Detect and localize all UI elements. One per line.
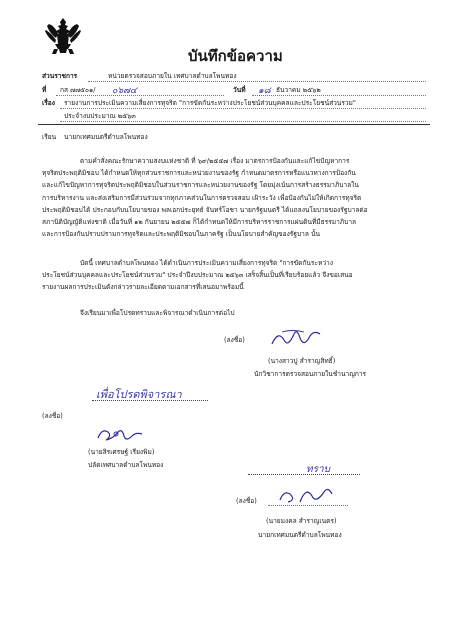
salutation-label: เรียน <box>42 133 57 141</box>
para2-line: บัดนี้ เทศบาลตำบลโพนทอง ได้ดำเนินการประเมินความเสี่ยงการทุจริต "การขัดกันระหว่าง <box>80 259 333 267</box>
para1-line: ตามคำสั่งคณะรักษาความสงบแห่งชาติ ที่ ๖๙/๒๕๕๗ เรื่อง มาตรการป้องกันและแก้ไขปัญหาการ <box>80 157 350 165</box>
signer3-name: (นายมงคล สำราญเนตร) <box>266 517 337 525</box>
agency-label: ส่วนราชการ <box>42 72 78 80</box>
signer1-position: นักวิชาการตรวจสอบภายในชำนาญการ <box>254 370 367 378</box>
para1-line: การบริหารงาน และส่งเสริมการมีส่วนร่วมจากทุกภาคส่วนในการตรวจสอบ เฝ้าระวัง เพื่อป้องกันไม่ให้เกิดการทุจริต <box>42 193 362 202</box>
doc-number-value: กส ๗๗๕๐๑/ <box>60 86 96 94</box>
agency-value: หน่วยตรวจสอบภายใน เทศบาลตำบลโพนทอง <box>108 72 237 80</box>
signer2-sign-label: (ลงชื่อ) <box>42 412 63 420</box>
subject-line-2: ประจำงบประมาณ ๒๕๖๓ <box>64 112 136 120</box>
body-paragraph-3: จึงเรียนมาเพื่อโปรดทราบและพิจารณาดำเนินการต่อไป <box>80 309 235 317</box>
body-paragraph-2 <box>42 257 432 294</box>
signer1-name: (นางสาวปู สำราญสิทธิ์) <box>268 357 336 365</box>
signer1-sign-label: (ลงชื่อ) <box>224 336 245 344</box>
body-paragraph-1 <box>42 155 432 240</box>
doc-number-handwritten: ๐๖๗๔ <box>112 86 137 96</box>
signer2-name: (นายสิรเศรษฐ์ เรียงพิม) <box>88 448 155 456</box>
para2-line: ประโยชน์ส่วนบุคคลและประโยชน์ส่วนรวม" ประจำปีงบประมาณ ๒๕๖๓ เสร็จสิ้นเป็นที่เรียบร้อยแล้ว จึงขอเสนอ <box>42 271 353 280</box>
para1-line: ประพฤติมิชอบได้ ประกอบกับนโยบายของ พลเอกประยุทธ์ จันทร์โอชา นายกรัฐมนตรี ได้แถลงนโยบายของรัฐบาลต่อ <box>42 205 368 214</box>
date-day: ๑๘ <box>258 86 271 96</box>
date-value: ธันวาคม ๒๕๖๒ <box>276 86 321 94</box>
para1-line: และการป้องกันปราบปรามการทุจริตและประพฤติมิชอบในภาครัฐ เป็นนโยบายสำคัญของรัฐบาล นั้น <box>42 230 321 239</box>
signature-2 <box>94 424 154 446</box>
signer3-position: นายกเทศมนตรีตำบลโพนทอง <box>258 531 342 539</box>
date-label: วันที่ <box>233 86 246 94</box>
signature-1 <box>268 328 328 350</box>
doc-number-label: ที่ <box>42 86 47 94</box>
para2-line: รายงานผลการประเมินดังกล่าวรายละเอียดตามเอกสารที่เสนอมาพร้อมนี้ <box>42 283 244 292</box>
subject-label: เรื่อง <box>42 99 55 107</box>
garuda-emblem <box>44 16 82 56</box>
signer2-position: ปลัดเทศบาลตำบลโพนทอง <box>88 461 164 469</box>
salutation-value: นายกเทศมนตรีตำบลโพนทอง <box>64 133 148 141</box>
para1-line: และแก้ไขปัญหาการทุจริตประพฤติมิชอบในส่วนราชการและหน่วยงานของรัฐ โดยมุ่งเน้นการสร้างธรรมาภิบาลใน <box>42 181 359 190</box>
signer3-sign-label: (ลงชื่อ) <box>236 497 257 505</box>
handwritten-note: เพื่อโปรดพิจารณา <box>96 388 182 401</box>
memo-title: บันทึกข้อความ <box>188 47 283 65</box>
para1-line: ทุจริตประพฤติมิชอบ ได้กำหนดให้ทุกส่วนราชการและหน่วยงานของรัฐ กำหนดมาตรการหรือแนวทางการป้องกัน <box>42 169 356 178</box>
subject-line-1: รายงานการประเมินความเสี่ยงการทุจริต "การขัดกันระหว่างประโยชน์ส่วนบุคคลและประโยชน์ส่วนรวม" <box>64 99 356 107</box>
approval-note: ทราบ <box>306 464 330 475</box>
para1-line: สภานิติบัญญัติแห่งชาติ เมื่อวันที่ ๑๒ กันยายน ๒๕๕๗ ก็ได้กำหนดให้มีการบริหารราชการแผ่นดินที่มีธรรมาภิบาล <box>42 218 357 227</box>
